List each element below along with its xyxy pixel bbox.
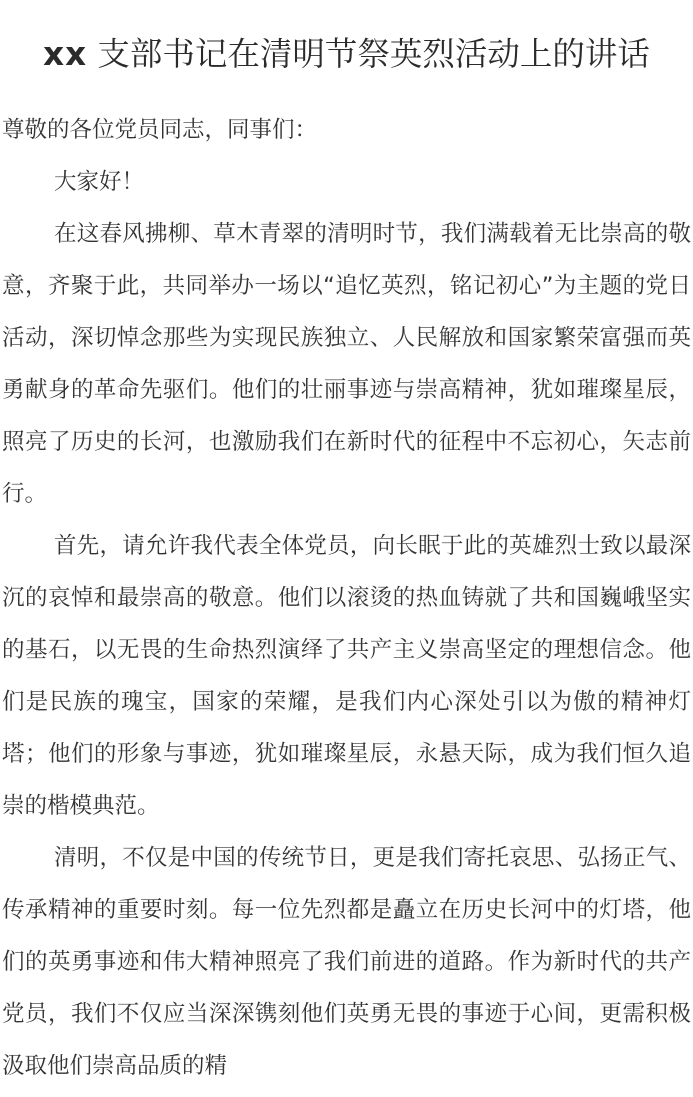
greeting: 大家好！: [54, 169, 145, 195]
paragraph-3: 清明，不仅是中国的传统节日，更是我们寄托哀思、弘扬正气、传承精神的重要时刻。每一位先烈都是矗立在历史长河中的灯塔，他们的英勇事迹和伟大精神照亮了我们前进的道路。作为新时代的共产党员，我们不仅应当深深镌刻他们英勇无畏的事迹于心间，更需积极汲取他们崇高品质的精: [2, 845, 691, 1079]
title-prefix: xx: [43, 35, 88, 73]
paragraph-1: 在这春风拂柳、草木青翠的清明时节，我们满载着无比崇高的敬意，齐聚于此，共同举办一场以“追忆英烈，铭记初心”为主题的党日活动，深切悼念那些为实现民族独立、人民解放和国家繁荣富强而英勇献身的革命先驱们。他们的壮丽事迹与崇高精神，犹如璀璨星辰，照亮了历史的长河，也激励我们在新时代的征程中不忘初心，矢志前行。: [2, 221, 691, 507]
document-body: [0, 104, 693, 1092]
paragraph-2: 首先，请允许我代表全体党员，向长眠于此的英雄烈士致以最深沉的哀悼和最崇高的敬意。他们以滚烫的热血铸就了共和国巍峨坚实的基石，以无畏的生命热烈演绎了共产主义崇高坚定的理想信念。他们是民族的瑰宝，国家的荣耀，是我们内心深处引以为傲的精神灯塔；他们的形象与事迹，犹如璀璨星辰，永悬天际，成为我们恒久追崇的楷模典范。: [2, 533, 691, 819]
document-title: [0, 0, 693, 82]
salutation: 尊敬的各位党员同志，同事们：: [2, 117, 318, 143]
title-text: 支部书记在清明节祭英烈活动上的讲话: [87, 35, 650, 73]
